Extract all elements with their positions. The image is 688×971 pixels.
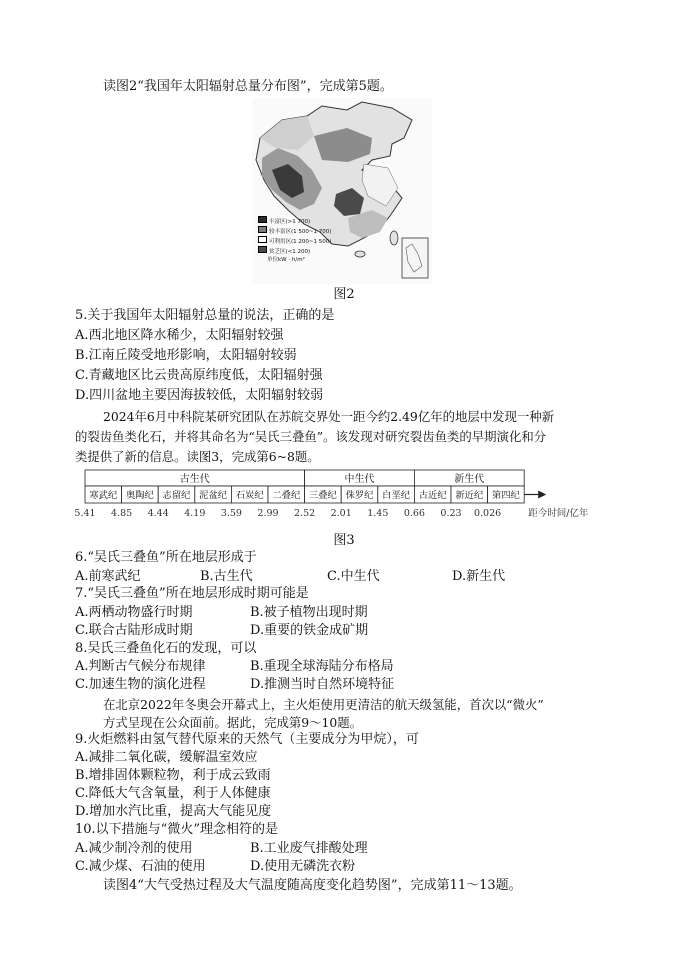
q7-option-a[interactable]: A.两栖动物盛行时期	[75, 605, 193, 620]
age-tick-label: 4.19	[184, 508, 206, 519]
fish-passage-line2: 的裂齿鱼类化石，并将其命名为“吴氏三叠鱼”。该发现对研究裂齿鱼类的早期演化和分	[75, 429, 547, 444]
q9-stem: 9.火炬燃料由氢气替代原来的天然气（主要成分为甲烷），可	[75, 732, 419, 747]
age-tick-label: 3.59	[220, 508, 242, 519]
q10-option-d[interactable]: D.使用无磷洗衣粉	[250, 859, 356, 874]
era-label: 古生代	[179, 474, 210, 485]
period-label: 石炭纪	[235, 490, 264, 501]
period-label: 新近纪	[455, 490, 484, 501]
q5-option-b[interactable]: B.江南丘陵受地形影响，太阳辐射较弱	[75, 348, 297, 363]
period-label: 侏罗纪	[345, 490, 374, 501]
age-tick-label: 4.44	[147, 508, 169, 519]
legend-unit: 单位kW · h/m²	[267, 257, 305, 263]
q7-option-b[interactable]: B.被子植物出现时期	[250, 605, 368, 620]
q10-option-c[interactable]: C.减少煤、石油的使用	[75, 859, 206, 874]
period-label: 寒武纪	[89, 490, 118, 501]
fig2-intro: 读图2“我国年太阳辐射总量分布图”，完成第5题。	[103, 79, 393, 94]
q5-stem: 5.关于我国年太阳辐射总量的说法，正确的是	[75, 308, 335, 323]
q8-options-row2	[75, 676, 635, 694]
period-label: 古近纪	[418, 490, 447, 501]
q5-option-c[interactable]: C.青藏地区比云贵高原纬度低，太阳辐射强	[75, 368, 323, 383]
fish-passage-line3: 类提供了新的信息。读图3，完成第6~8题。	[75, 449, 320, 464]
q10-option-b[interactable]: B.工业废气排酸处理	[250, 841, 368, 856]
q9-option-b[interactable]: B.增排固体颗粒物，利于成云致雨	[75, 768, 271, 783]
age-tick-label: 5.41	[74, 508, 96, 519]
q9-option-a[interactable]: A.减排二氧化碳，缓解温室效应	[75, 750, 258, 765]
legend-swatch	[258, 226, 267, 233]
age-tick-label: 0.026	[473, 508, 502, 519]
period-label: 白垩纪	[382, 490, 411, 501]
legend-swatch	[258, 216, 267, 223]
torch-passage-line1: 在北京2022年冬奥会开幕式上，主火炬使用更清洁的航天级氢能，首次以“微火”	[103, 697, 544, 712]
period-label: 奥陶纪	[125, 490, 154, 501]
era-label: 新生代	[454, 474, 485, 485]
era-label: 中生代	[344, 474, 375, 485]
age-tick-label: 0.23	[440, 508, 462, 519]
geologic-timeline	[74, 470, 605, 532]
map-legend	[258, 216, 331, 264]
torch-passage-line2: 方式呈现在公众面前。据此，完成第9～10题。	[103, 715, 363, 730]
q9-option-d[interactable]: D.增加水汽比重，提高大气能见度	[75, 804, 272, 819]
age-tick-label: 2.52	[294, 508, 316, 519]
legend-item: 较丰富区(1 500~1 700)	[258, 226, 331, 236]
q8-option-d[interactable]: D.推测当时自然环境特征	[250, 677, 395, 692]
legend-swatch	[258, 246, 267, 253]
q6-option-c[interactable]: C.中生代	[327, 569, 380, 584]
q9-option-c[interactable]: C.降低大气含氧量，利于人体健康	[75, 786, 271, 801]
age-tick-label: 0.66	[403, 508, 425, 519]
legend-swatch	[258, 236, 267, 243]
q8-option-b[interactable]: B.重现全球海陆分布格局	[250, 659, 394, 674]
q7-options-row2	[75, 622, 635, 640]
q6-option-d[interactable]: D.新生代	[452, 569, 506, 584]
axis-label: 距今时间/亿年	[528, 508, 589, 519]
age-tick-label: 1.45	[367, 508, 389, 519]
q6-options	[75, 568, 635, 586]
legend-item: 丰富区(>1 700)	[258, 216, 331, 226]
age-tick-label: 2.01	[330, 508, 352, 519]
q6-stem: 6.“吴氏三叠鱼”所在地层形成于	[75, 550, 257, 565]
q5-option-d[interactable]: D.四川盆地主要因海拔较低，太阳辐射较弱	[75, 388, 324, 403]
q7-option-c[interactable]: C.联合古陆形成时期	[75, 623, 193, 638]
age-tick-label: 4.85	[111, 508, 133, 519]
q10-options-row1	[75, 840, 635, 858]
q8-option-a[interactable]: A.判断古气候分布规律	[75, 659, 206, 674]
q8-option-c[interactable]: C.加速生物的演化进程	[75, 677, 206, 692]
period-label: 三叠纪	[308, 490, 337, 501]
age-tick-label: 2.99	[257, 508, 279, 519]
timeline-svg	[74, 470, 605, 532]
fish-passage-line1: 2024年6月中科院某研究团队在苏皖交界处一距今约2.49亿年的地层中发现一种新	[103, 409, 555, 424]
fig4-intro: 读图4“大气受热过程及大气温度随高度变化趋势图”，完成第11～13题。	[103, 878, 522, 893]
q5-option-a[interactable]: A.西北地区降水稀少，太阳辐射较强	[75, 328, 284, 343]
axis-arrowhead	[538, 491, 546, 499]
legend-item: 可利用区(1 200~1 500)	[258, 236, 331, 246]
q8-options-row1	[75, 658, 635, 676]
q10-stem: 10.以下措施与“微火”理念相符的是	[75, 822, 278, 837]
q10-options-row2	[75, 858, 635, 876]
fig2-caption: 图2	[333, 287, 355, 302]
fig3-caption: 图3	[333, 533, 355, 548]
q6-option-b[interactable]: B.古生代	[200, 569, 253, 584]
q7-stem: 7.“吴氏三叠鱼”所在地层形成时期可能是	[75, 586, 309, 601]
q8-stem: 8.吴氏三叠鱼化石的发现，可以	[75, 641, 257, 656]
q7-option-d[interactable]: D.重要的铁金成矿期	[250, 623, 369, 638]
q6-option-a[interactable]: A.前寒武纪	[75, 569, 141, 584]
legend-item: 贫乏区(<1 200)	[258, 246, 331, 256]
period-label: 泥盆纪	[199, 490, 228, 501]
q7-options-row1	[75, 604, 635, 622]
q10-option-a[interactable]: A.减少制冷剂的使用	[75, 841, 193, 856]
period-label: 志留纪	[162, 490, 191, 501]
period-label: 第四纪	[491, 490, 520, 501]
solar-radiation-map	[252, 98, 432, 284]
period-label: 二叠纪	[272, 490, 301, 501]
